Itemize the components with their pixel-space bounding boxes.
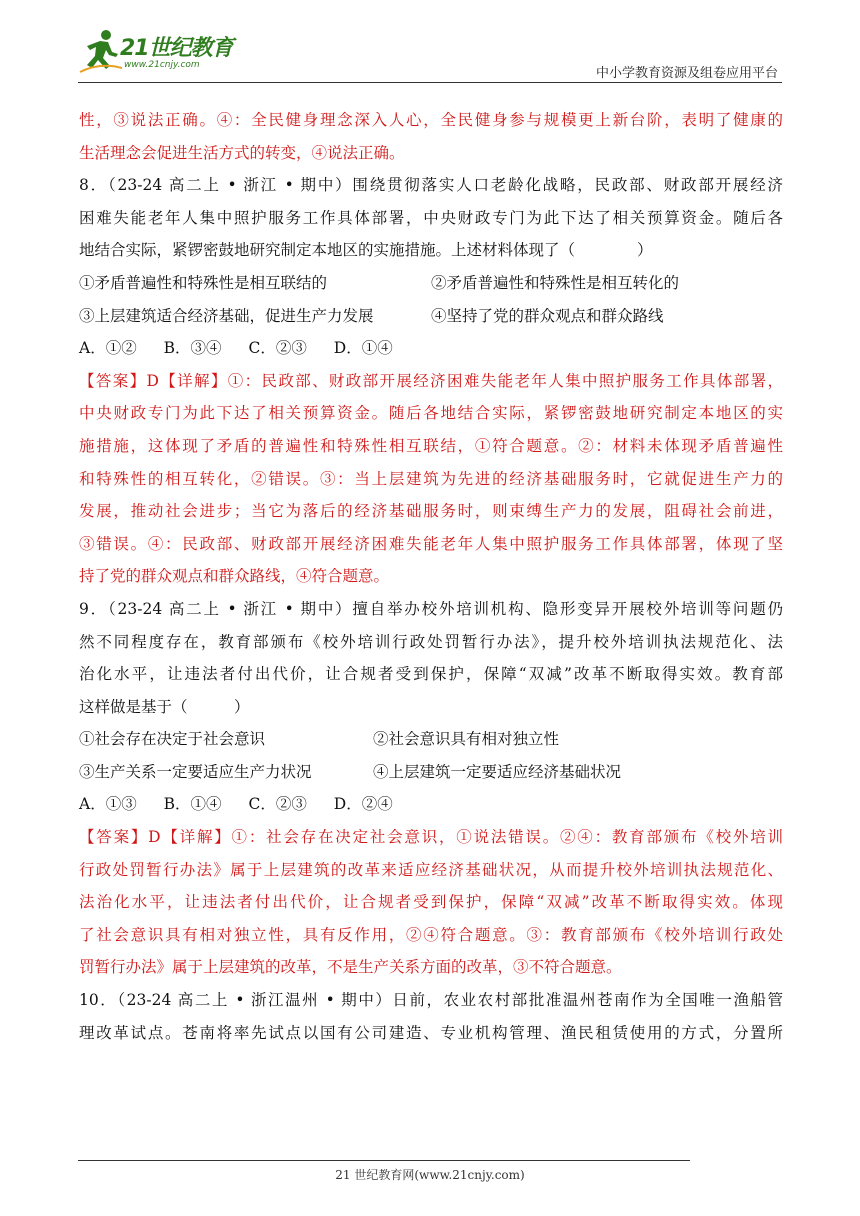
question-stem-line: 然不同程度存在，教育部颁布《校外培训行政处罚暂行办法》，提升校外培训执法规范化、法 bbox=[79, 632, 783, 651]
answer-line: 发展，推动社会进步；当它为落后的经济基础服务时，则束缚生产力的发展，阻碍社会前进， bbox=[79, 502, 783, 521]
question-stem-line: 这样做是基于（ ） bbox=[79, 697, 250, 716]
option-row bbox=[79, 756, 783, 789]
answer-line: 法治化水平，让违法者付出代价，让合规者受到保护，保障“双减”改革不断取得实效。体现 bbox=[79, 893, 783, 912]
answer-text: D【详解】①：社会存在决定社会意识，①说法错误。②④：教育部颁布《校外培训 bbox=[148, 828, 783, 847]
question-stem-line: 理改革试点。苍南将率先试点以国有公司建造、专业机构管理、渔民租赁使用的方式，分置所 bbox=[79, 1023, 783, 1042]
logo-text: 21世纪教育 bbox=[120, 36, 233, 61]
answer-line: 了社会意识具有相对独立性，具有反作用，②④符合题意。③：教育部颁布《校外培训行政处 bbox=[79, 925, 783, 944]
answer-explanation bbox=[79, 821, 783, 984]
choice-d: D．②④ bbox=[333, 795, 393, 814]
option-row bbox=[79, 723, 783, 756]
choice-c: C．②③ bbox=[248, 795, 307, 814]
answer-line: 和特殊性的相互转化，②错误。③：当上层建筑为先进的经济基础服务时，它就促进生产力的 bbox=[79, 469, 783, 488]
answer-line: 持了党的群众观点和群众路线，④符合题意。 bbox=[79, 567, 390, 586]
choice-c: C．②③ bbox=[248, 339, 307, 358]
choice-a: A．①③ bbox=[79, 795, 137, 814]
logo-url: www.21cnjy.com bbox=[124, 60, 200, 70]
previous-answer-continuation bbox=[79, 104, 783, 169]
statement-option: ④上层建筑一定要适应经济基础状况 bbox=[373, 762, 622, 781]
answer-line: 罚暂行办法》属于上层建筑的改革，不是生产关系方面的改革，③不符合题意。 bbox=[79, 958, 622, 977]
answer-line: 中央财政专门为此下达了相关预算资金。随后各地结合实际，紧锣密鼓地研究制定本地区的实 bbox=[79, 404, 783, 423]
statement-option: ④坚持了党的群众观点和群众路线 bbox=[431, 306, 664, 325]
choice-a: A．①② bbox=[79, 339, 137, 358]
answer-tag: 【答案】 bbox=[79, 371, 147, 390]
answer-line: 行政处罚暂行办法》属于上层建筑的改革来适应经济基础状况，从而提升校外培训执法规范化、 bbox=[79, 860, 783, 879]
answer-line bbox=[79, 821, 783, 854]
page-header bbox=[0, 0, 860, 90]
question-stem-line: 困难失能老年人集中照护服务工作具体部署，中央财政专门为此下达了相关预算资金。随后各 bbox=[79, 208, 783, 227]
question-stem-line: 地结合实际，紧锣密鼓地研究制定本地区的实施措施。上述材料体现了（ ） bbox=[79, 241, 653, 260]
choice-d: D．①④ bbox=[333, 339, 393, 358]
question-8 bbox=[79, 169, 783, 593]
choice-row bbox=[79, 332, 783, 365]
site-logo bbox=[78, 28, 248, 78]
statement-option: ②矛盾普遍性和特殊性是相互转化的 bbox=[431, 273, 680, 292]
statement-option: ③上层建筑适合经济基础，促进生产力发展 bbox=[79, 306, 374, 325]
choice-b: B．①④ bbox=[163, 795, 222, 814]
option-row bbox=[79, 300, 783, 333]
statement-option: ①矛盾普遍性和特殊性是相互联结的 bbox=[79, 273, 328, 292]
option-row bbox=[79, 267, 783, 300]
statement-option: ③生产关系一定要适应生产力状况 bbox=[79, 762, 312, 781]
answer-tag: 【答案】 bbox=[79, 828, 149, 847]
header-divider bbox=[78, 82, 782, 83]
footer-divider bbox=[78, 1160, 690, 1161]
question-stem-line: 10．（23-24 高二上 • 浙江温州 • 期中）日前，农业农村部批准温州苍南作为全国唯一渔船管 bbox=[79, 991, 783, 1010]
answer-line: ③错误。④：民政部、财政部开展经济困难失能老年人集中照护服务工作具体部署，体现了坚 bbox=[79, 534, 783, 553]
statement-option: ②社会意识具有相对独立性 bbox=[373, 730, 560, 749]
text-line: 生活理念会促进生活方式的转变，④说法正确。 bbox=[79, 143, 405, 162]
question-stem-line: 治化水平，让违法者付出代价，让合规者受到保护，保障“双减”改革不断取得实效。教育部 bbox=[79, 665, 783, 684]
answer-explanation bbox=[79, 365, 783, 593]
platform-title: 中小学教育资源及组卷应用平台 bbox=[595, 66, 778, 81]
question-stem-line: 9．（23-24 高二上 • 浙江 • 期中）擅自举办校外培训机构、隐形变异开展校外培训等问题仍 bbox=[79, 599, 783, 618]
runner-logo-icon bbox=[78, 28, 122, 74]
choice-row bbox=[79, 788, 783, 821]
question-9 bbox=[79, 593, 783, 984]
footer-source: 21 世纪教育网(www.21cnjy.com) bbox=[335, 1168, 525, 1182]
question-stem-line: 8．（23-24 高二上 • 浙江 • 期中）围绕贯彻落实人口老龄化战略，民政部、财政部开展经济 bbox=[79, 176, 783, 195]
statement-option: ①社会存在决定于社会意识 bbox=[79, 730, 266, 749]
document-body bbox=[79, 104, 783, 1049]
question-10 bbox=[79, 984, 783, 1049]
answer-line: 施措施，这体现了矛盾的普遍性和特殊性相互联结，①符合题意。②：材料未体现矛盾普遍性 bbox=[79, 436, 783, 455]
choice-b: B．③④ bbox=[163, 339, 222, 358]
answer-text: D【详解】①：民政部、财政部开展经济困难失能老年人集中照护服务工作具体部署， bbox=[146, 371, 783, 390]
answer-line bbox=[79, 365, 783, 398]
text-line: 性，③说法正确。④：全民健身理念深入人心，全民健身参与规模更上新台阶，表明了健康的 bbox=[79, 111, 783, 129]
